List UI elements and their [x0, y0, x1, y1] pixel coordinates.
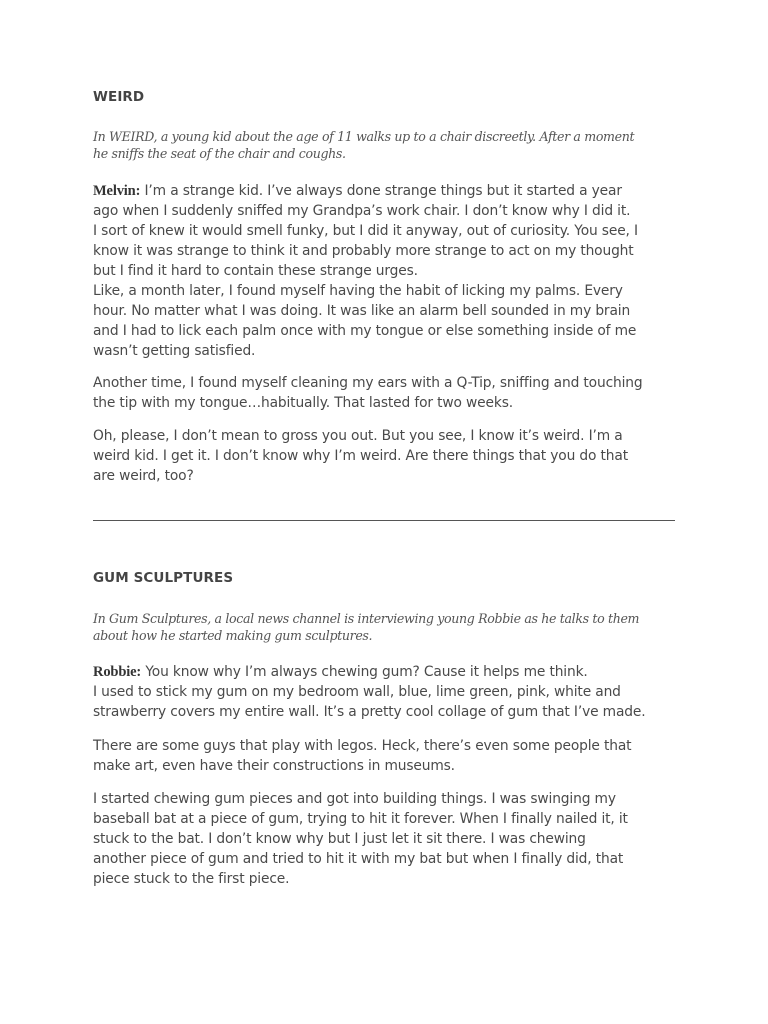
dialogue-line: I sort of knew it would smell funky, but I did it anyway, out of curiosity. You see, I — [93, 223, 638, 239]
paragraph-gum-1 — [93, 662, 683, 722]
dialogue-line: another piece of gum and tried to hit it with my bat but when I finally did, that — [93, 851, 624, 867]
dialogue-line: Like, a month later, I found myself having the habit of licking my palms. Every — [93, 283, 623, 299]
synopsis-line: In Gum Sculptures, a local news channel is interviewing young Robbie as he talks to them — [93, 611, 640, 626]
dialogue-line: the tip with my tongue…habitually. That lasted for two weeks. — [93, 395, 513, 411]
dialogue-line: Robbie: You know why I’m always chewing gum? Cause it helps me think. — [93, 664, 588, 680]
dialogue-line: baseball bat at a piece of gum, trying to hit it forever. When I finally nailed it, it — [93, 811, 628, 827]
paragraph-gum-2 — [93, 736, 683, 776]
dialogue-line: wasn’t getting satisfied. — [93, 343, 256, 359]
dialogue-line: Melvin: I’m a strange kid. I’ve always done strange things but it started a year — [93, 183, 622, 199]
dialogue-line: ago when I suddenly sniffed my Grandpa’s work chair. I don’t know why I did it. — [93, 203, 631, 219]
dialogue-line: stuck to the bat. I don’t know why but I just let it sit there. I was chewing — [93, 831, 586, 847]
dialogue-line: hour. No matter what I was doing. It was like an alarm bell sounded in my brain — [93, 303, 631, 319]
dialogue-line: Oh, please, I don’t mean to gross you out. But you see, I know it’s weird. I’m a — [93, 428, 623, 444]
paragraph-gum-3 — [93, 789, 683, 889]
paragraph-weird-1 — [93, 181, 683, 361]
synopsis-line: about how he started making gum sculptures. — [93, 628, 373, 643]
dialogue-line: know it was strange to think it and probably more strange to act on my thought — [93, 243, 634, 259]
speaker-name: Robbie: — [93, 664, 142, 680]
dialogue-line: make art, even have their constructions in museums. — [93, 758, 455, 774]
dialogue-line: I started chewing gum pieces and got into building things. I was swinging my — [93, 791, 616, 807]
dialogue-line: There are some guys that play with legos. Heck, there’s even some people that — [93, 738, 632, 754]
synopsis-line: In WEIRD, a young kid about the age of 11 walks up to a chair discreetly. After a moment — [93, 129, 635, 144]
dialogue-line: strawberry covers my entire wall. It’s a pretty cool collage of gum that I’ve made. — [93, 704, 646, 720]
section-title-gum-sculptures: GUM SCULPTURES — [93, 570, 234, 586]
paragraph-weird-3 — [93, 426, 683, 486]
dialogue-line: and I had to lick each palm once with my tongue or else something inside of me — [93, 323, 637, 339]
synopsis-gum-sculptures — [93, 610, 678, 644]
synopsis-weird — [93, 128, 678, 162]
dialogue-line: weird kid. I get it. I don’t know why I’m weird. Are there things that you do that — [93, 448, 628, 464]
dialogue-line: I used to stick my gum on my bedroom wall, blue, lime green, pink, white and — [93, 684, 621, 700]
section-divider — [93, 520, 675, 521]
dialogue-line: but I find it hard to contain these strange urges. — [93, 263, 418, 279]
dialogue-line: are weird, too? — [93, 468, 194, 484]
speaker-name: Melvin: — [93, 183, 141, 199]
paragraph-weird-2 — [93, 373, 683, 413]
dialogue-line: piece stuck to the first piece. — [93, 871, 290, 887]
section-title-weird: WEIRD — [93, 89, 145, 105]
dialogue-line: Another time, I found myself cleaning my ears with a Q-Tip, sniffing and touching — [93, 375, 643, 391]
synopsis-line: he sniffs the seat of the chair and coughs. — [93, 146, 346, 161]
